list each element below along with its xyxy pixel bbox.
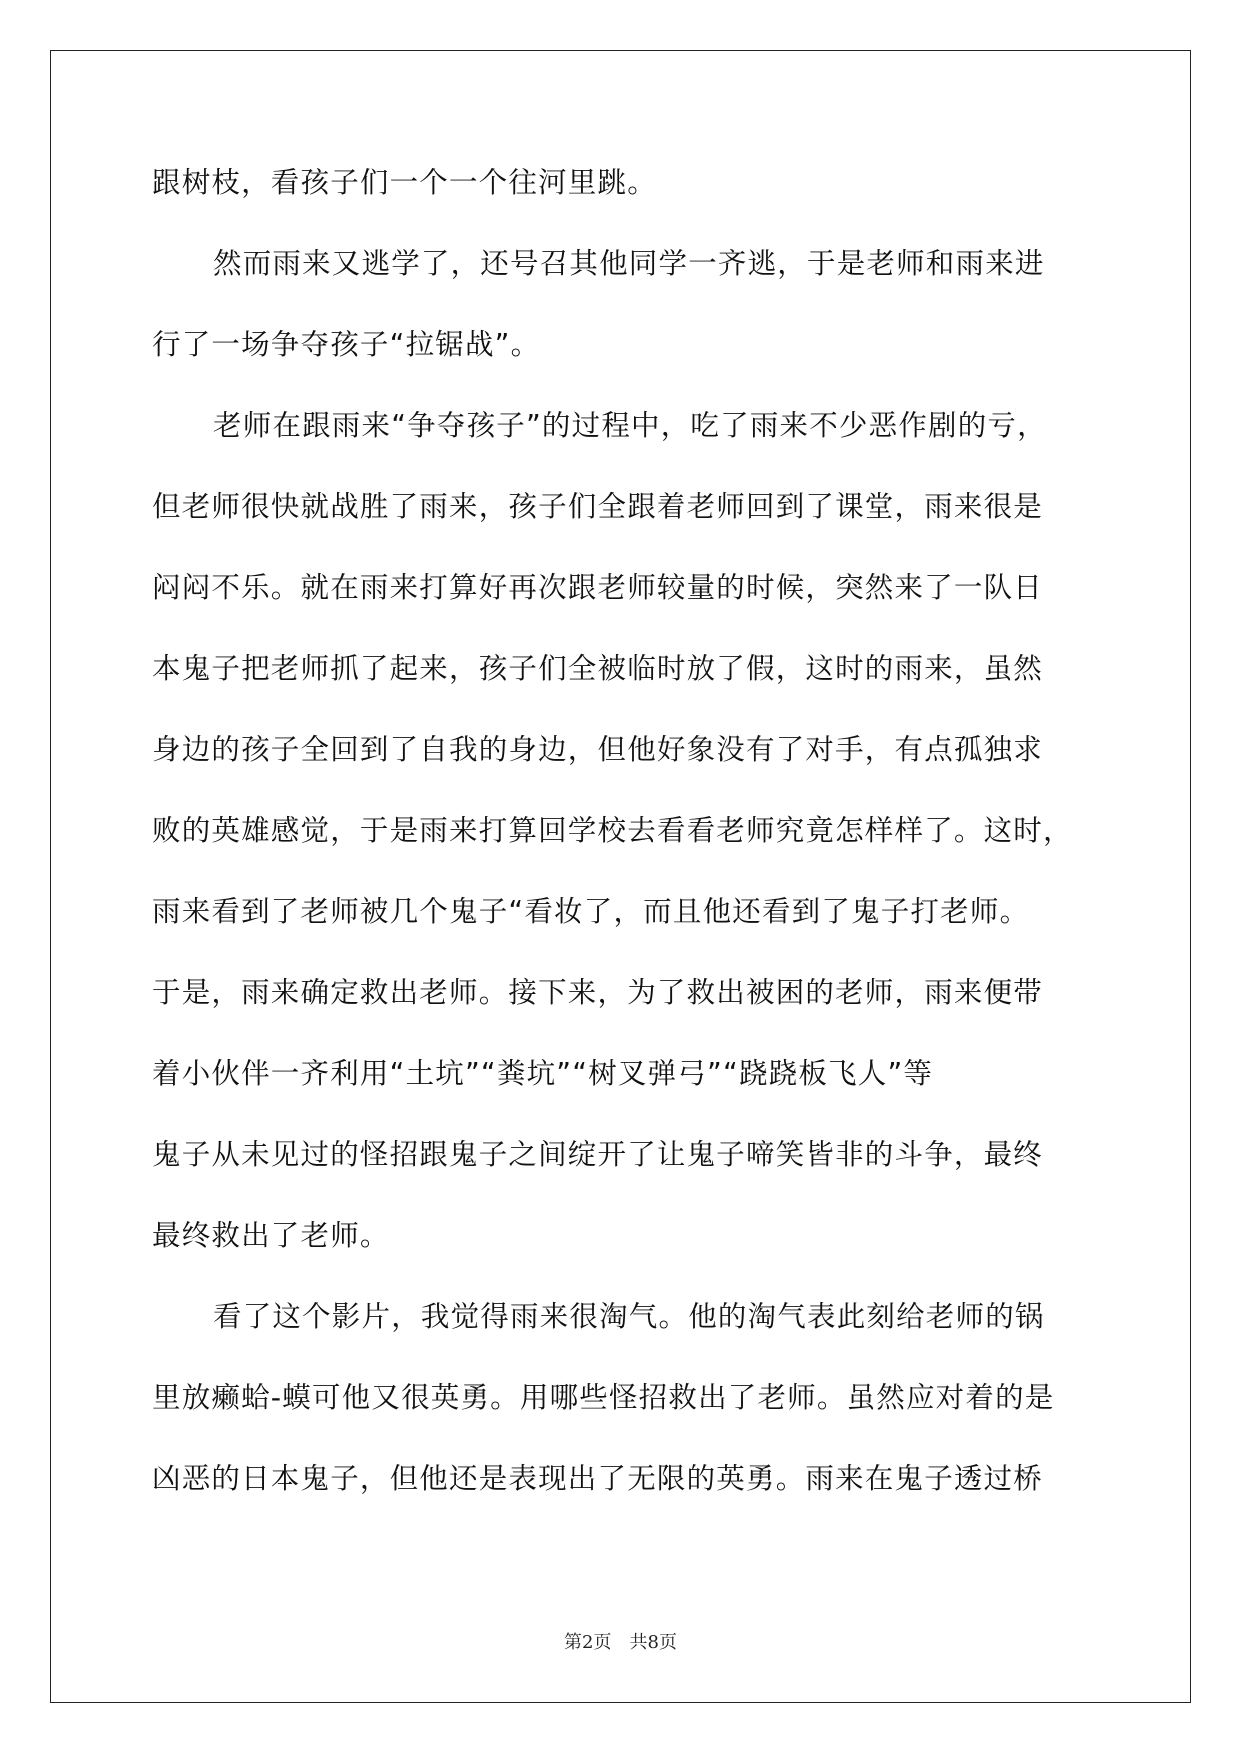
page-number-current: 第2页: [564, 1632, 612, 1653]
text-line-8: 身边的孩子全回到了自我的身边，但他好象没有了对手，有点孤独求: [152, 733, 1044, 766]
text-line-7: 本鬼子把老师抓了起来，孩子们全被临时放了假，这时的雨来，虽然: [152, 652, 1044, 685]
text-line-9: 败的英雄感觉，于是雨来打算回学校去看看老师究竟怎样样了。这时，: [152, 814, 1073, 847]
text-line-3: 行了一场争夺孩子“拉锯战”。: [152, 328, 541, 361]
text-line-15: 看了这个影片，我觉得雨来很淘气。他的淘气表此刻给老师的锅: [213, 1300, 1045, 1333]
text-line-13: 鬼子从未见过的怪招跟鬼子之间绽开了让鬼子啼笑皆非的斗争，最终: [152, 1138, 1044, 1171]
document-body: [152, 163, 1092, 1540]
text-line-6: 闷闷不乐。就在雨来打算好再次跟老师较量的时候，突然来了一队日: [152, 571, 1044, 604]
text-line-16: 里放癞蛤-蟆可他又很英勇。用哪些怪招救出了老师。虽然应对着的是: [152, 1381, 1055, 1414]
text-line-5: 但老师很快就战胜了雨来，孩子们全跟着老师回到了课堂，雨来很是: [152, 490, 1044, 523]
text-line-12: 着小伙伴一齐利用“土坑”“粪坑”“树叉弹弓”“跷跷板飞人”等: [152, 1057, 934, 1090]
page-footer: [0, 1628, 1241, 1654]
text-line-17: 凶恶的日本鬼子，但他还是表现出了无限的英勇。雨来在鬼子透过桥: [152, 1462, 1044, 1495]
text-line-14: 最终救出了老师。: [152, 1219, 390, 1252]
text-line-11: 于是，雨来确定救出老师。接下来，为了救出被困的老师，雨来便带: [152, 976, 1044, 1009]
text-line-4: 老师在跟雨来“争夺孩子”的过程中，吃了雨来不少恶作剧的亏，: [213, 409, 1047, 442]
page-number-total: 共8页: [629, 1632, 677, 1653]
text-line-10: 雨来看到了老师被几个鬼子“看妆了，而且他还看到了鬼子打老师。: [152, 895, 1030, 928]
text-line-1: 跟树枝，看孩子们一个一个往河里跳。: [152, 166, 657, 199]
text-line-2: 然而雨来又逃学了，还号召其他同学一齐逃，于是老师和雨来进: [213, 247, 1045, 280]
